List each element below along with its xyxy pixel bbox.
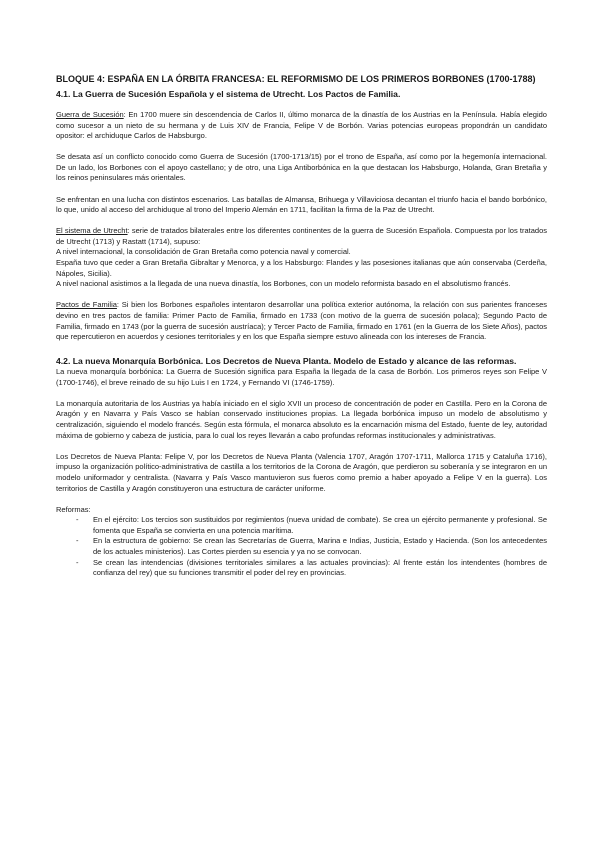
utrecht-line-3: A nivel nacional asistimos a la llegada de una nueva dinastía, los Borbones, con un modelo reformista basado en el absolutismo francés. — [56, 279, 511, 289]
term-sistema-utrecht: El sistema de Utrecht — [56, 226, 128, 236]
paragraph-nueva-monarquia: La nueva monarquía borbónica: La Guerra de Sucesión significa para España la llegada de la casa de Borbón. Los primeros reyes son Felipe V (1700-1746), el breve reinado de su hijo Luis I en 1724, y Fernando VI (1746-1759). — [56, 367, 547, 387]
utrecht-line-1: A nivel internacional, la consolidación de Gran Bretaña como potencia naval y comercial. — [56, 247, 351, 257]
reformas-label: Reformas: — [56, 504, 91, 514]
paragraph-batallas: Se enfrentan en una lucha con distintos escenarios. Las batallas de Almansa, Brihuega y Villaviciosa decantan el triunfo hacia el bando borbónico, lo que, unido al acceso del archiduque al trono del Imperio Alemán en 1711, facilitan la firma de la Paz de Utrecht. — [56, 194, 547, 215]
term-guerra-sucesion: Guerra de Sucesión — [56, 110, 124, 119]
paragraph-decretos-nueva-planta: Los Decretos de Nueva Planta: Felipe V, por los Decretos de Nueva Planta (Valencia 1707, Aragón 1707-1711, Mallorca 1715 y Cataluña 1716), impuso la organización político-administrativa de castilla a los territorios de la Corona de Aragón, que perdieron su soberanía y se integraron en un modelo uniformador y centralista. (Navarra y País Vasco mantuvieron sus fueros como premio a haber apoyado a Felipe V en la guerra). Los territorios de Castilla y Aragón constituyeron una estructura de carácter uniforme. — [56, 451, 547, 493]
paragraph-sistema-utrecht: El sistema de Utrecht: serie de tratados bilaterales entre los diferentes continentes de la guerra de Sucesión Española. Compuesta por los tratados de Utrecht (1713) y Rastatt (1714), supuso: — [56, 226, 547, 246]
paragraph-guerra-sucesion: Guerra de Sucesión: En 1700 muere sin descendencia de Carlos II, último monarca de la dinastía de los Austrias en la Península. Había elegido como sucesor a un nieto de su hermana y de Luis XIV de Francia, Felipe V de Borbón. Varias potencias europeas propondrán un candidato opositor: el archiduque Carlos de Habsburgo. — [56, 110, 547, 141]
paragraph-pactos-familia: Pactos de Familia: Si bien los Borbones españoles intentaron desarrollar una política exterior autónoma, la relación con sus parientes franceses devino en tres pactos de familia: Primer Pacto de Familia, firmado en 1733 (con motivo de la guerra de sucesión polaca); Segundo Pacto de Familia, firmado en 1743 (por la guerra de sucesión austríaca); y Tercer Pacto de Familia, firmado en 1761 (en la Guerra de los Siete Años), pactos que repercutieron en acuerdos y cesiones territoriales y en los que España siempre estuvo alineada con los intereses de Francia. — [56, 300, 548, 342]
paragraph-conflicto: Se desata así un conflicto conocido como Guerra de Sucesión (1700-1713/15) por el trono de España, así como por la hegemonía internacional. De un lado, los Borbones con el apoyo castellano; y de otro, una Liga Antiborbónica en la que destacan los Habsburgo, Holanda, Gran Bretaña y los reinos peninsulares más orientales. — [56, 152, 547, 183]
section-2-heading: 4.2. La nueva Monarquía Borbónica. Los Decretos de Nueva Planta. Modelo de Estado y alcance de las reformas. — [56, 356, 517, 367]
list-item: - En la estructura de gobierno: Se crean las Secretarías de Guerra, Marina e Indias, Justicia, Estado y Hacienda. (Son los antecedentes de los actuales ministerios). Las Cortes pierden su esencia y ya no se convocan. — [76, 536, 547, 556]
list-item: - En el ejército: Los tercios son sustituidos por regimientos (nueva unidad de combate). Se crea un ejército permanente y profesional. Se fomenta que España se convierta en una potencia marítima. — [76, 515, 547, 535]
page-title: BLOQUE 4: ESPAÑA EN LA ÓRBITA FRANCESA: EL REFORMISMO DE LOS PRIMEROS BORBONES (1700-1788) — [56, 74, 536, 84]
list-item: - Se crean las intendencias (divisiones territoriales similares a las actuales provincias): Al frente están los intendentes (hombres de confianza del rey) que su funciones transmitir el poder del rey en provincias. — [76, 557, 547, 578]
term-pactos-familia: Pactos de Familia — [56, 300, 117, 310]
utrecht-line-2: España tuvo que ceder a Gran Bretaña Gibraltar y Menorca, y a los Habsburgo: Flandes y las posesiones italianas que aún conservaba (Cerdeña, Nápoles, Sicilia). — [56, 258, 547, 278]
section-1-heading: 4.1. La Guerra de Sucesión Española y el sistema de Utrecht. Los Pactos de Familia. — [56, 88, 401, 99]
reformas-list — [56, 515, 547, 579]
paragraph-monarquia-autoritaria: La monarquía autoritaria de los Austrias ya había iniciado en el siglo XVII un proceso de concentración de poder en Castilla. Pero en la Corona de Aragón y en Navarra y País Vasco se habían conservado instituciones propias. La llegada borbónica impuso un modelo de absolutismo y centralización, siguiendo el modelo francés. Según esta fórmula, el monarca absoluto es la encarnación misma del Estado, fuente de ley, autoridad máxima de gobierno y cabeza de justicia, para lo cual los reyes llevarán a cabo profundas reformas institucionales y administrativas. — [56, 398, 547, 440]
